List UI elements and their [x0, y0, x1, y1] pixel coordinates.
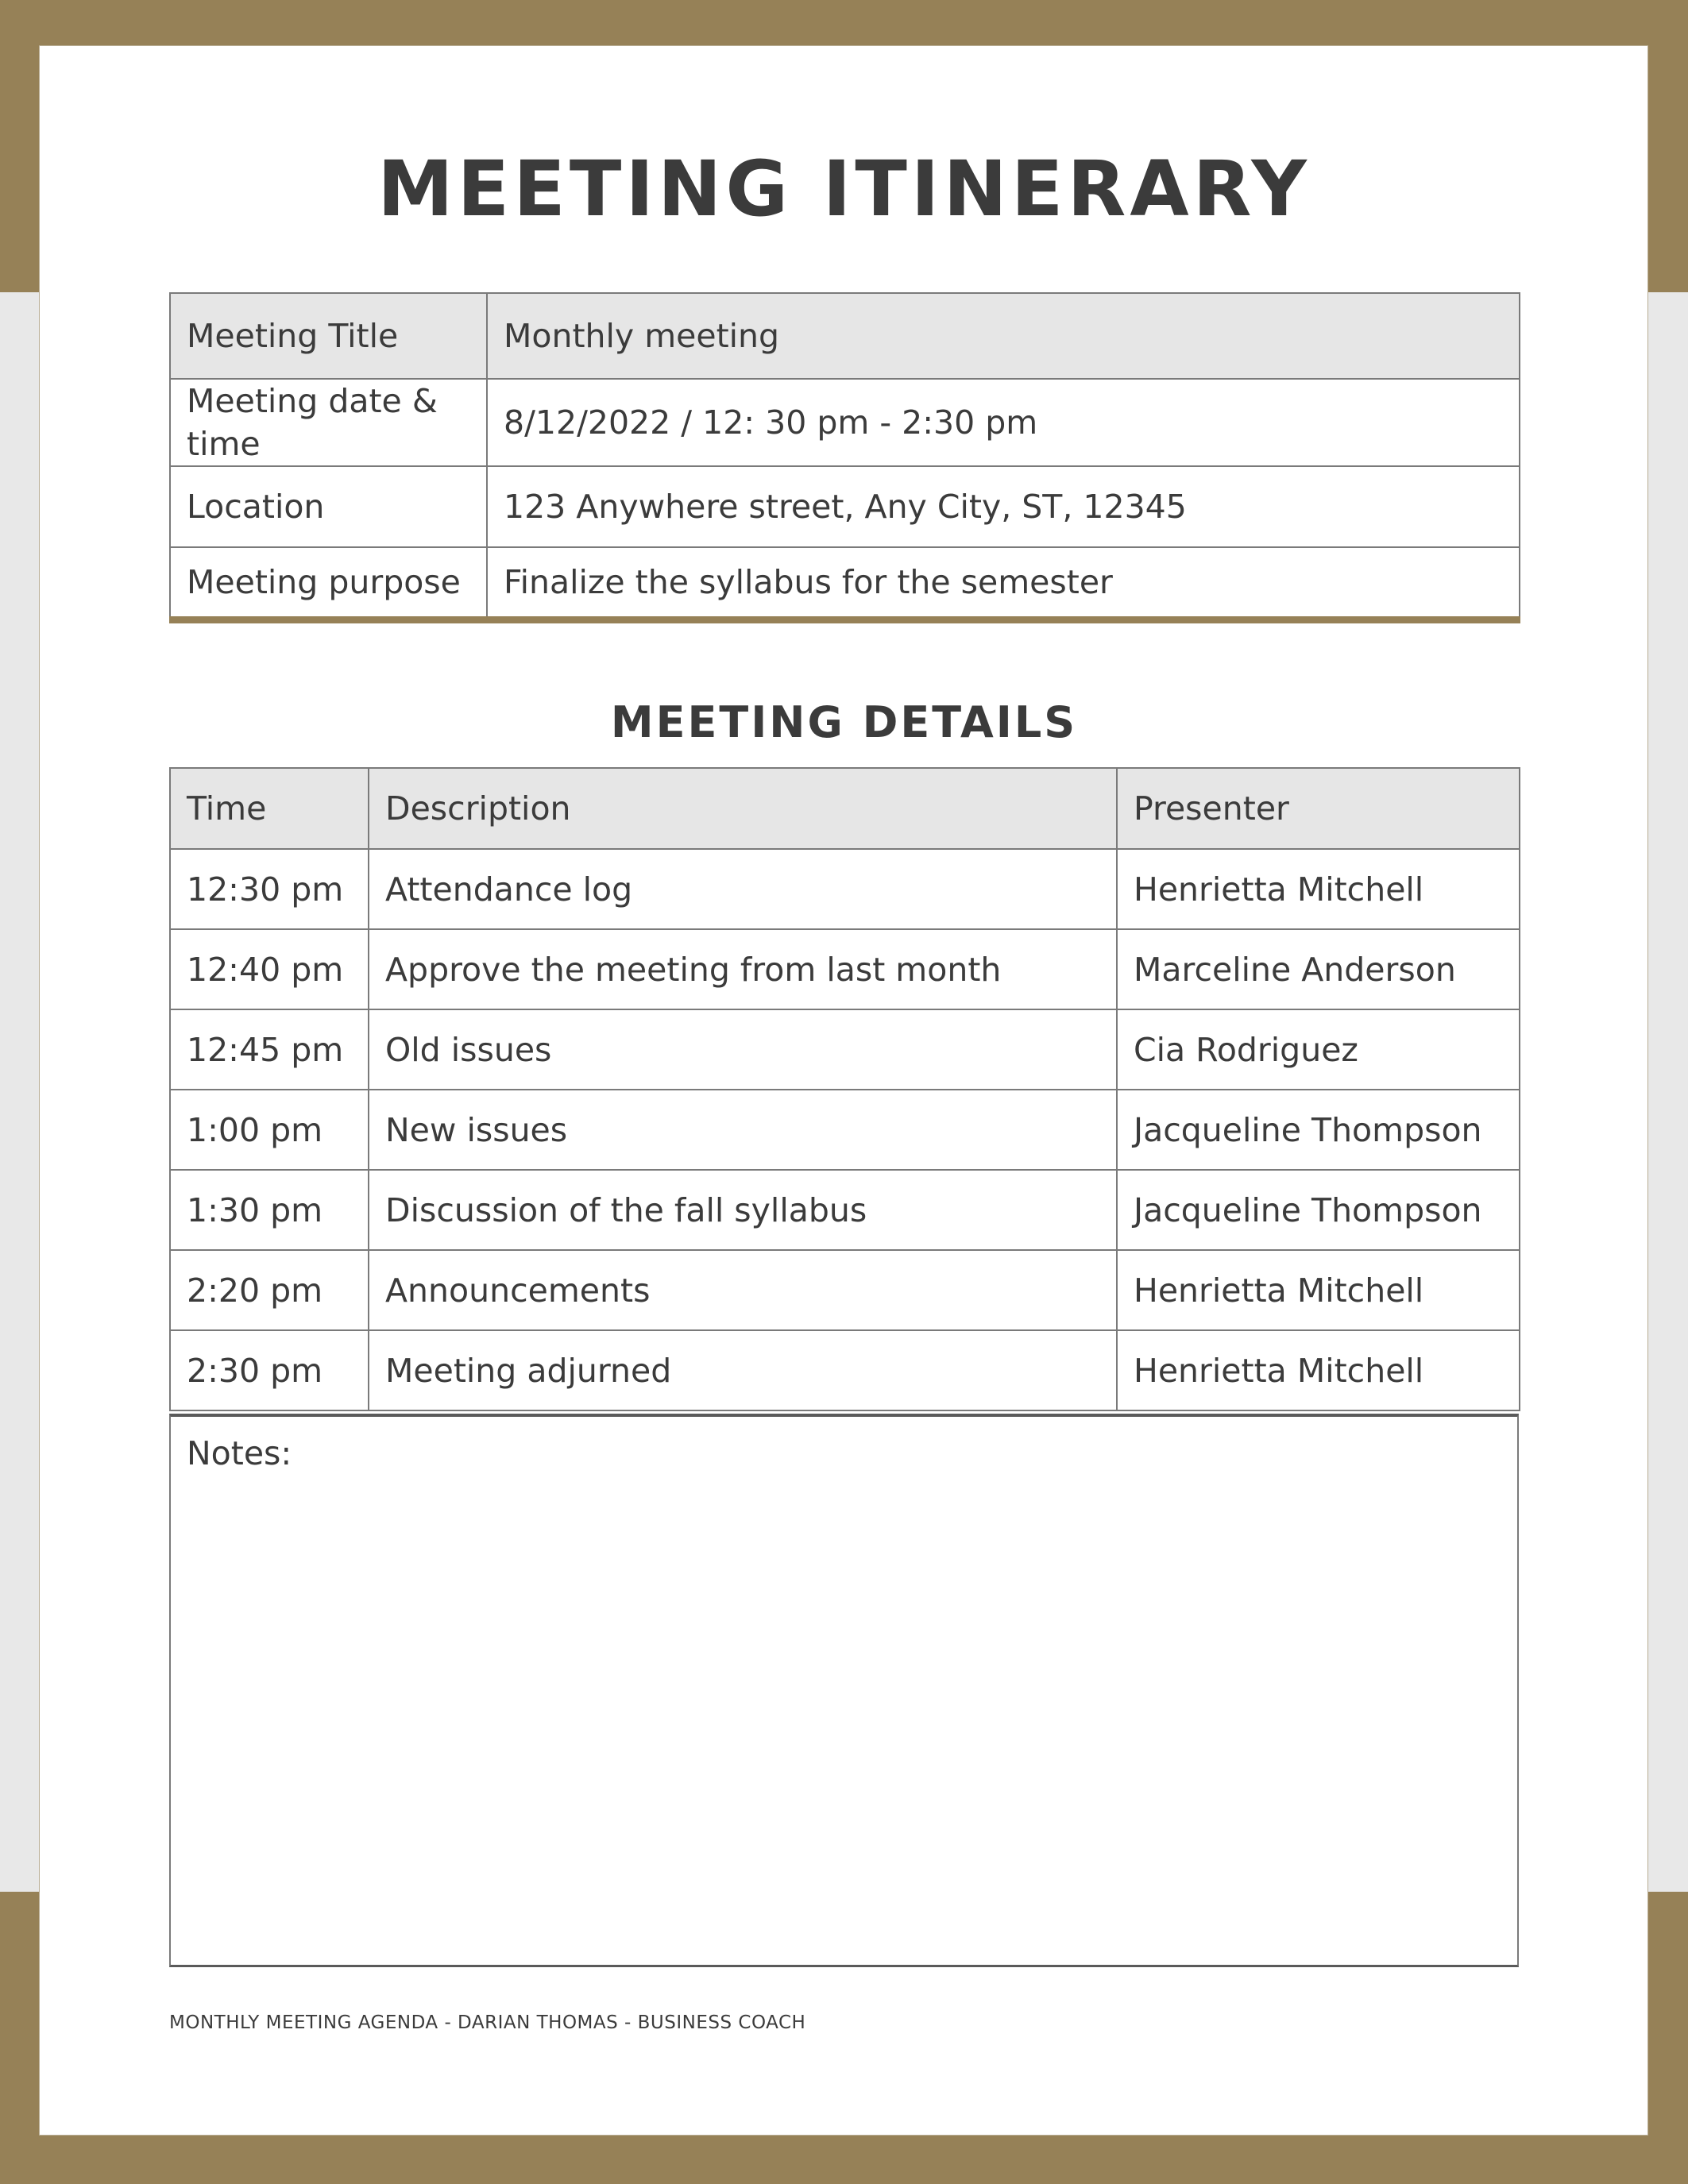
- presenter-cell: Henrietta Mitchell: [1117, 1330, 1520, 1410]
- presenter-cell: Jacqueline Thompson: [1117, 1170, 1520, 1250]
- table-row: [170, 929, 1520, 1009]
- table-row: [170, 1330, 1520, 1410]
- description-cell: New issues: [369, 1090, 1117, 1170]
- table-row: [170, 849, 1520, 929]
- section-heading: MEETING DETAILS: [610, 697, 1078, 747]
- info-value: 8/12/2022 / 12: 30 pm - 2:30 pm: [487, 379, 1520, 466]
- info-value: Monthly meeting: [487, 293, 1520, 379]
- info-label: Meeting purpose: [170, 547, 487, 620]
- info-row-date: [170, 379, 1520, 466]
- presenter-cell: Jacqueline Thompson: [1117, 1090, 1520, 1170]
- description-cell: Approve the meeting from last month: [369, 929, 1117, 1009]
- notes-label: Notes:: [187, 1434, 292, 1472]
- description-cell: Old issues: [369, 1009, 1117, 1090]
- info-row-location: [170, 466, 1520, 547]
- column-header: Description: [369, 768, 1117, 849]
- table-header-row: [170, 768, 1520, 849]
- presenter-cell: Henrietta Mitchell: [1117, 1250, 1520, 1330]
- description-cell: Discussion of the fall syllabus: [369, 1170, 1117, 1250]
- description-cell: Announcements: [369, 1250, 1117, 1330]
- meeting-info-table: [169, 292, 1520, 623]
- column-header: Time: [170, 768, 369, 849]
- table-row: [170, 1009, 1520, 1090]
- time-cell: 2:30 pm: [170, 1330, 369, 1410]
- presenter-cell: Cia Rodriguez: [1117, 1009, 1520, 1090]
- info-row-title: [170, 293, 1520, 379]
- meeting-details-table: [169, 767, 1520, 1411]
- presenter-cell: Henrietta Mitchell: [1117, 849, 1520, 929]
- footer-text: MONTHLY MEETING AGENDA - DARIAN THOMAS - BUSINESS COACH: [169, 2012, 806, 2033]
- table-row: [170, 1090, 1520, 1170]
- time-cell: 12:45 pm: [170, 1009, 369, 1090]
- time-cell: 12:30 pm: [170, 849, 369, 929]
- info-label: Location: [170, 466, 487, 547]
- time-cell: 1:30 pm: [170, 1170, 369, 1250]
- presenter-cell: Marceline Anderson: [1117, 929, 1520, 1009]
- column-header: Presenter: [1117, 768, 1520, 849]
- description-cell: Meeting adjurned: [369, 1330, 1117, 1410]
- page-title: MEETING ITINERARY: [377, 145, 1311, 233]
- time-cell: 1:00 pm: [170, 1090, 369, 1170]
- info-value: Finalize the syllabus for the semester: [487, 547, 1520, 620]
- info-label: Meeting Title: [170, 293, 487, 379]
- table-row: [170, 1170, 1520, 1250]
- table-row: [170, 1250, 1520, 1330]
- info-row-purpose: [170, 547, 1520, 620]
- description-cell: Attendance log: [369, 849, 1117, 929]
- info-label: Meeting date & time: [170, 379, 487, 466]
- info-value: 123 Anywhere street, Any City, ST, 12345: [487, 466, 1520, 547]
- time-cell: 2:20 pm: [170, 1250, 369, 1330]
- notes-box[interactable]: [169, 1414, 1519, 1967]
- time-cell: 12:40 pm: [170, 929, 369, 1009]
